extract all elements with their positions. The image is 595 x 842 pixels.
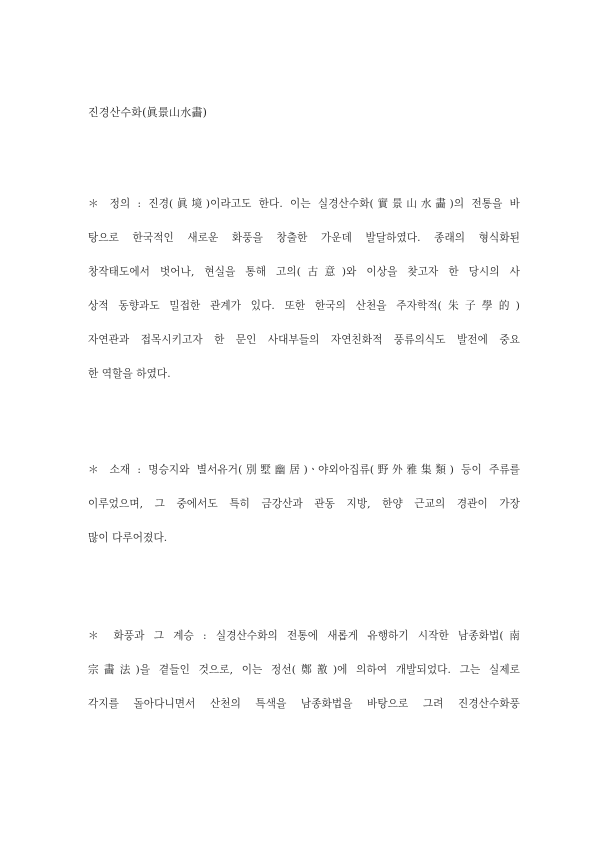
paragraph-line: 자연관과 접목시키고자 한 문인 사대부들의 자연친화적 풍류의식도 발전에 중요 [88, 334, 520, 346]
paragraph-line: ＊ 소재 : 명승지와 별서유거(別墅幽居)ㆍ야외아집류(野外雅集類) 등이 주류를 [88, 464, 520, 476]
paragraph-line: ＊ 정의 : 진경(眞境)이라고도 한다. 이는 실경산수화(實景山水畵)의 전통을 바 [88, 198, 520, 210]
paragraph-line: 탕으로 한국적인 새로운 화풍을 창출한 가운데 발달하였다. 종래의 형식화된 [88, 232, 520, 244]
style-section [88, 628, 520, 730]
paragraph-line: 상적 동향과도 밀접한 관계가 있다. 또한 한국의 산천을 주자학적(朱子學的) [88, 300, 520, 312]
paragraph-line: 宗畵法)을 곁들인 것으로, 이는 정선(鄭敾)에 의하여 개발되었다. 그는 실제로 [88, 664, 520, 676]
paragraph-line: 한 역할을 하였다. [88, 368, 171, 380]
document-title: 진경산수화(眞景山水畵) [88, 106, 208, 119]
paragraph-line: ＊ 화풍과 그 계승 : 실경산수화의 전통에 새롭게 유행하기 시작한 남종화법(南 [88, 630, 520, 642]
paragraph-line: 이루었으며, 그 중에서도 특히 금강산과 관동 지방, 한양 근교의 경관이 가장 [88, 498, 520, 510]
paragraph-line: 창작태도에서 벗어나, 현실을 통해 고의(古意)와 이상을 찾고자 한 당시의 사 [88, 266, 520, 278]
subject-section [88, 462, 520, 564]
paragraph-line: 많이 다루어졌다. [88, 532, 168, 544]
paragraph-line: 각지를 돌아다니면서 산천의 특색을 남종화법을 바탕으로 그려 진경산수화풍 [88, 698, 520, 710]
definition-section [88, 196, 520, 400]
